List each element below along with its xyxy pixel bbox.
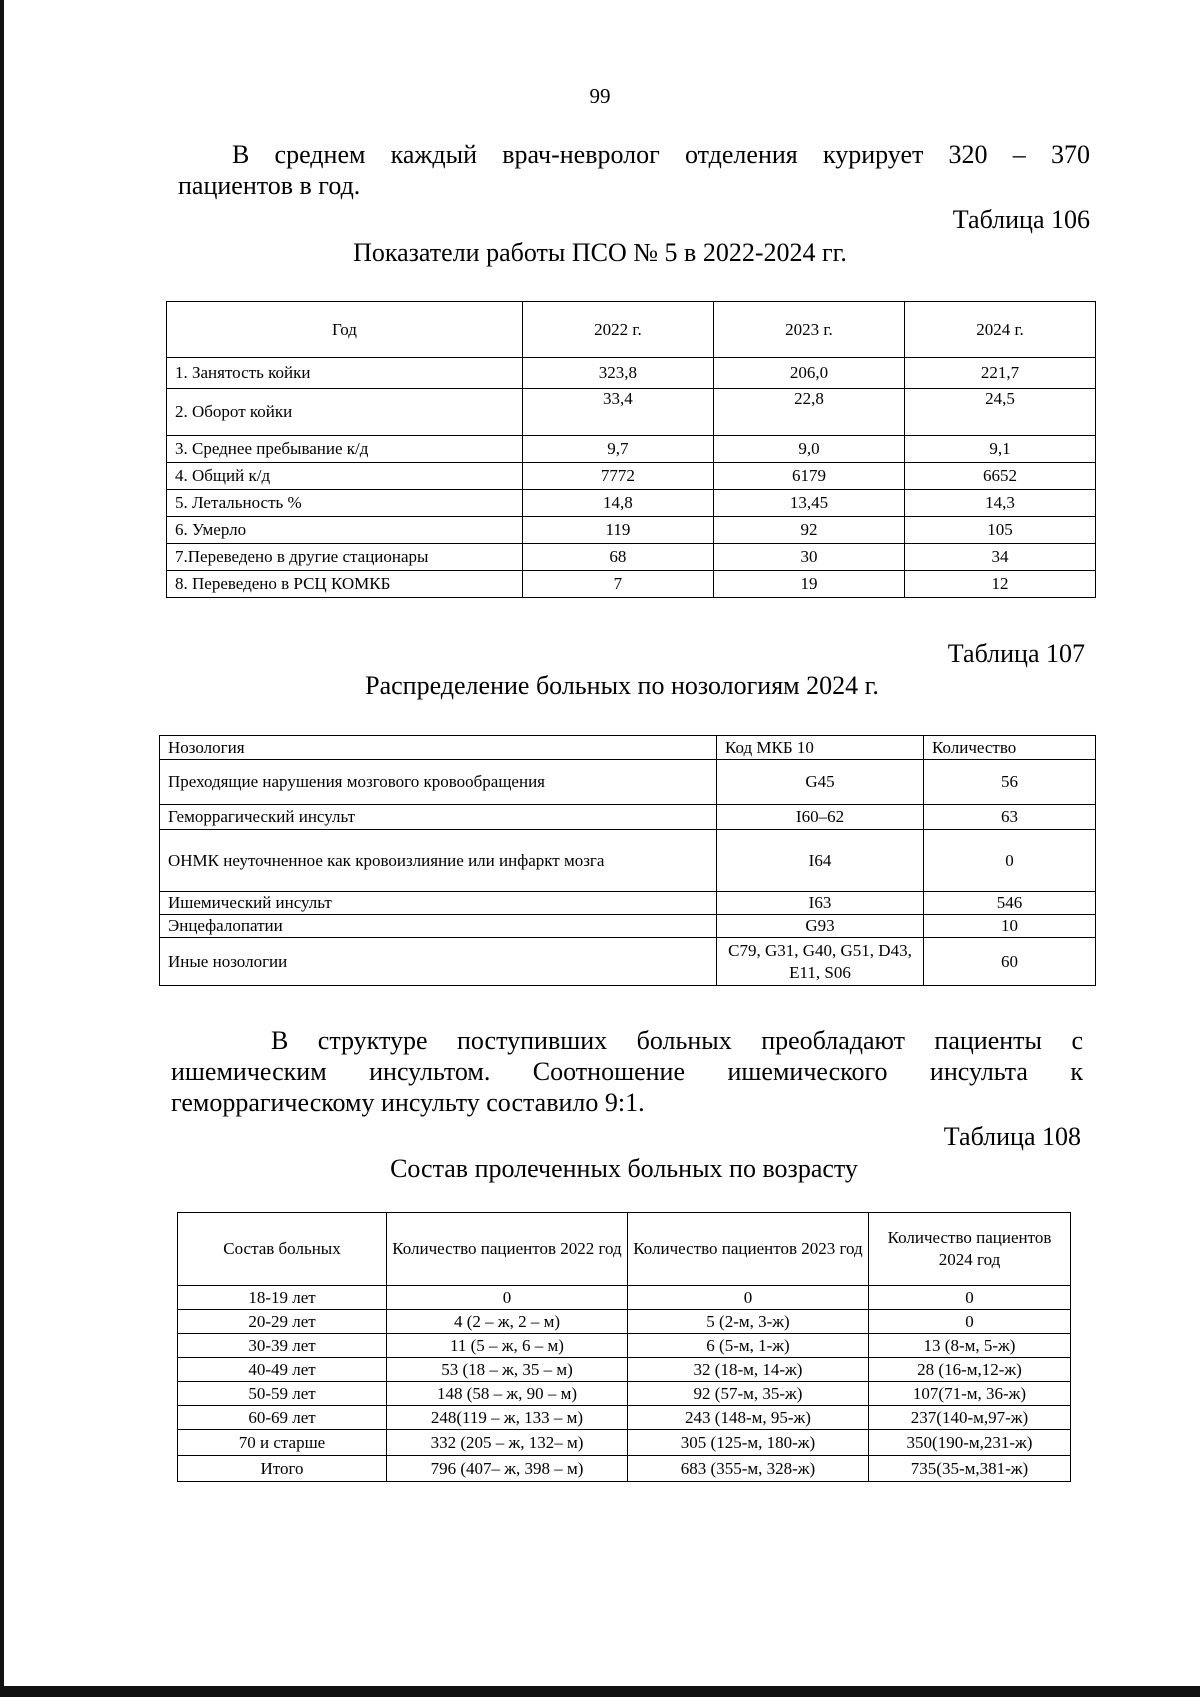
cell: C79, G31, G40, G51, D43, E11, S06: [717, 938, 924, 986]
cell: G93: [717, 915, 924, 938]
cell: 14,8: [522, 490, 713, 517]
table-row: [178, 1358, 1071, 1382]
table-row: [160, 915, 1096, 938]
table-106: [166, 301, 1096, 598]
table-row: [160, 938, 1096, 986]
row-label: Итого: [178, 1456, 387, 1482]
table-row: [160, 805, 1096, 830]
table-107-title: Распределение больных по нозологиям 2024 г.: [365, 671, 879, 700]
cell: G45: [717, 760, 924, 805]
row-label: Ишемический инсульт: [160, 892, 717, 915]
table-row: [178, 1456, 1071, 1482]
intro-line-2: пациентов в год.: [178, 171, 361, 200]
header-icd-code: Код МКБ 10: [717, 736, 924, 760]
structure-line-3: геморрагическому инсульту составило 9:1.: [171, 1088, 645, 1117]
header-2022: Количество пациентов 2022 год: [387, 1213, 628, 1286]
cell: I63: [717, 892, 924, 915]
cell: 119: [522, 517, 713, 544]
table-row: [167, 490, 1096, 517]
cell: 546: [924, 892, 1096, 915]
row-label: Иные нозологии: [160, 938, 717, 986]
row-label: Геморрагический инсульт: [160, 805, 717, 830]
cell: 63: [924, 805, 1096, 830]
cell: 735(35-м,381-ж): [869, 1456, 1071, 1482]
table-106-label: Таблица 106: [952, 205, 1090, 234]
cell: 0: [869, 1286, 1071, 1310]
table-header-row: [160, 736, 1096, 760]
table-row: [178, 1430, 1071, 1456]
intro-line-1: В среднем каждый врач-невролог отделения курирует 320 – 370: [232, 140, 1090, 169]
table-106-title: Показатели работы ПСО № 5 в 2022-2024 гг.: [353, 238, 847, 267]
row-label: 4. Общий к/д: [167, 463, 523, 490]
scan-bottom-edge: [0, 1686, 1200, 1697]
page-number: 99: [589, 84, 611, 108]
row-label: 5. Летальность %: [167, 490, 523, 517]
header-2022: 2022 г.: [522, 302, 713, 358]
cell: 32 (18-м, 14-ж): [628, 1358, 869, 1382]
table-107: [159, 735, 1096, 986]
cell: 148 (58 – ж, 90 – м): [387, 1382, 628, 1406]
cell: 13,45: [713, 490, 904, 517]
cell: 60: [924, 938, 1096, 986]
cell: 6652: [904, 463, 1095, 490]
row-label: 2. Оборот койки: [167, 389, 523, 436]
cell: 33,4: [522, 389, 713, 436]
cell: 237(140-м,97-ж): [869, 1406, 1071, 1430]
row-label: 7.Переведено в другие стационары: [167, 544, 523, 571]
row-label: 30-39 лет: [178, 1334, 387, 1358]
table-row: [160, 830, 1096, 892]
cell: 796 (407– ж, 398 – м): [387, 1456, 628, 1482]
table-row: [160, 760, 1096, 805]
table-row: [167, 389, 1096, 436]
row-label: 60-69 лет: [178, 1406, 387, 1430]
cell: 9,7: [522, 436, 713, 463]
cell: 92: [713, 517, 904, 544]
intro-paragraph: [178, 139, 1090, 201]
cell: 7772: [522, 463, 713, 490]
structure-line-1: В структуре поступивших больных преобладают пациенты с: [271, 1026, 1083, 1055]
cell: 221,7: [904, 358, 1095, 389]
table-108-label: Таблица 108: [943, 1122, 1081, 1151]
table-108-title: Состав пролеченных больных по возрасту: [390, 1154, 858, 1183]
table-header-row: [178, 1213, 1071, 1286]
row-label: 3. Среднее пребывание к/д: [167, 436, 523, 463]
cell: 30: [713, 544, 904, 571]
cell: 11 (5 – ж, 6 – м): [387, 1334, 628, 1358]
row-label: 70 и старше: [178, 1430, 387, 1456]
row-label: 50-59 лет: [178, 1382, 387, 1406]
structure-paragraph: [171, 1025, 1083, 1118]
header-count: Количество: [924, 736, 1096, 760]
cell: 243 (148-м, 95-ж): [628, 1406, 869, 1430]
table-108: [177, 1212, 1071, 1482]
row-label: 40-49 лет: [178, 1358, 387, 1382]
cell: 13 (8-м, 5-ж): [869, 1334, 1071, 1358]
cell: 28 (16-м,12-ж): [869, 1358, 1071, 1382]
table-row: [178, 1286, 1071, 1310]
cell: 6179: [713, 463, 904, 490]
cell: 107(71-м, 36-ж): [869, 1382, 1071, 1406]
header-group: Состав больных: [178, 1213, 387, 1286]
cell: 68: [522, 544, 713, 571]
table-row: [167, 436, 1096, 463]
cell: 350(190-м,231-ж): [869, 1430, 1071, 1456]
cell: 332 (205 – ж, 132– м): [387, 1430, 628, 1456]
cell: 0: [869, 1310, 1071, 1334]
cell: 0: [628, 1286, 869, 1310]
structure-line-2: ишемическим инсультом. Соотношение ишемического инсульта к: [171, 1057, 1083, 1086]
cell: I60–62: [717, 805, 924, 830]
cell: 206,0: [713, 358, 904, 389]
row-label: Энцефалопатии: [160, 915, 717, 938]
header-2024: Количество пациентов 2024 год: [869, 1213, 1071, 1286]
header-2024: 2024 г.: [904, 302, 1095, 358]
row-label: 18-19 лет: [178, 1286, 387, 1310]
cell: 6 (5-м, 1-ж): [628, 1334, 869, 1358]
table-row: [167, 571, 1096, 598]
cell: 305 (125-м, 180-ж): [628, 1430, 869, 1456]
cell: 0: [387, 1286, 628, 1310]
cell: 0: [924, 830, 1096, 892]
cell: 92 (57-м, 35-ж): [628, 1382, 869, 1406]
cell: 12: [904, 571, 1095, 598]
cell: 248(119 – ж, 133 – м): [387, 1406, 628, 1430]
table-row: [167, 517, 1096, 544]
cell: 34: [904, 544, 1095, 571]
cell: 5 (2-м, 3-ж): [628, 1310, 869, 1334]
header-2023: 2023 г.: [713, 302, 904, 358]
cell: 9,1: [904, 436, 1095, 463]
row-label: Преходящие нарушения мозгового кровообращения: [160, 760, 717, 805]
table-row: [178, 1334, 1071, 1358]
cell: 53 (18 – ж, 35 – м): [387, 1358, 628, 1382]
table-row: [167, 463, 1096, 490]
row-label: 20-29 лет: [178, 1310, 387, 1334]
row-label: 8. Переведено в РСЦ КОМКБ: [167, 571, 523, 598]
cell: 56: [924, 760, 1096, 805]
table-row: [178, 1406, 1071, 1430]
table-row: [167, 544, 1096, 571]
row-label: 1. Занятость койки: [167, 358, 523, 389]
row-label: ОНМК неуточненное как кровоизлияние или инфаркт мозга: [160, 830, 717, 892]
cell: I64: [717, 830, 924, 892]
cell: 24,5: [904, 389, 1095, 436]
cell: 14,3: [904, 490, 1095, 517]
table-header-row: [167, 302, 1096, 358]
cell: 22,8: [713, 389, 904, 436]
cell: 4 (2 – ж, 2 – м): [387, 1310, 628, 1334]
table-row: [178, 1382, 1071, 1406]
row-label: 6. Умерло: [167, 517, 523, 544]
cell: 323,8: [522, 358, 713, 389]
table-row: [160, 892, 1096, 915]
cell: 683 (355-м, 328-ж): [628, 1456, 869, 1482]
header-2023: Количество пациентов 2023 год: [628, 1213, 869, 1286]
cell: 9,0: [713, 436, 904, 463]
cell: 105: [904, 517, 1095, 544]
header-year: Год: [167, 302, 523, 358]
table-row: [178, 1310, 1071, 1334]
cell: 10: [924, 915, 1096, 938]
cell: 19: [713, 571, 904, 598]
table-107-label: Таблица 107: [947, 639, 1085, 668]
cell: 7: [522, 571, 713, 598]
header-nosology: Нозология: [160, 736, 717, 760]
table-row: [167, 358, 1096, 389]
